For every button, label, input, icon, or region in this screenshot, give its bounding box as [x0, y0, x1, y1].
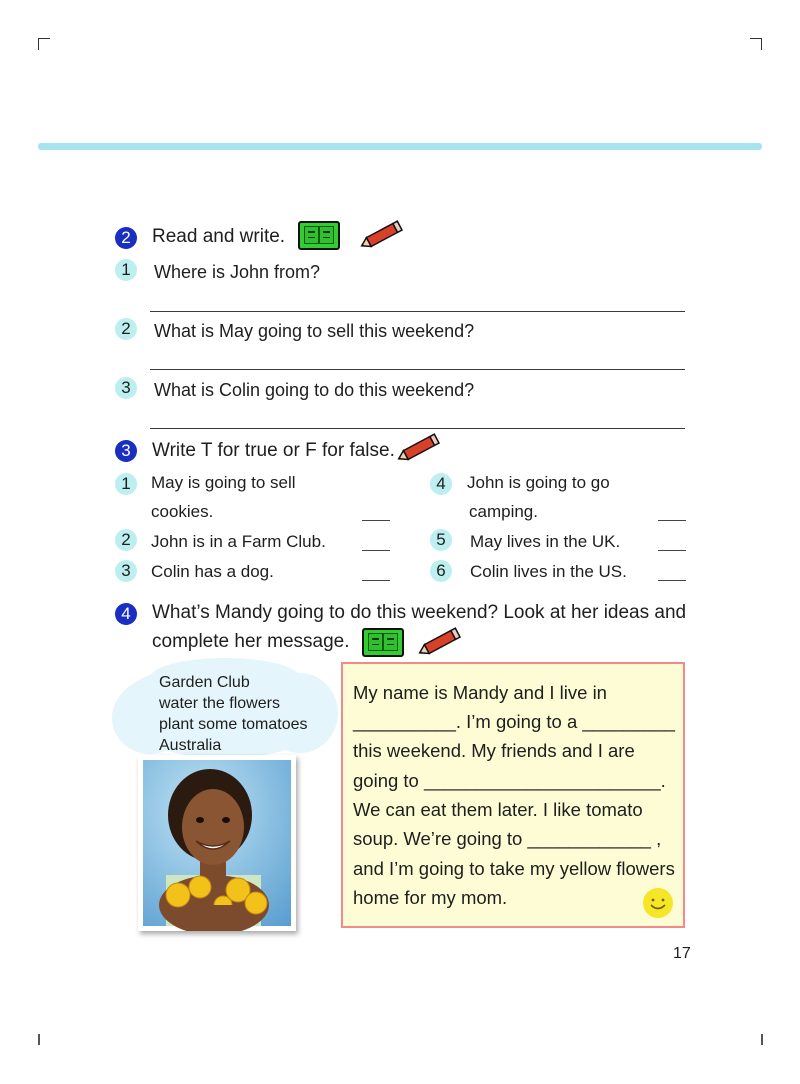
- answer-blank[interactable]: [362, 580, 390, 581]
- statement-text: May lives in the UK.: [470, 532, 621, 551]
- idea-item: Garden Club: [159, 674, 250, 691]
- statement-text: Colin has a dog.: [151, 562, 274, 581]
- item-number: 2: [115, 529, 137, 551]
- section-heading: Read and write.: [152, 226, 286, 247]
- open-book-icon: [298, 221, 340, 250]
- answer-line[interactable]: [150, 428, 685, 429]
- answer-blank[interactable]: [362, 550, 390, 551]
- message-line: home for my mom.: [353, 887, 508, 908]
- item-number: 5: [430, 529, 452, 551]
- answer-line[interactable]: [150, 311, 685, 312]
- answer-blank[interactable]: [658, 580, 686, 581]
- message-line[interactable]: soup. We’re going to ____________ ,: [353, 828, 662, 849]
- idea-list: [159, 672, 308, 756]
- statement-text: John is going to go: [467, 473, 610, 492]
- photo-frame: [138, 755, 296, 931]
- pencil-icon: [395, 433, 443, 463]
- message-line[interactable]: __________. I’m going to a _________: [353, 711, 675, 732]
- question-text: What is Colin going to do this weekend?: [154, 380, 475, 400]
- top-banner-stripe: [38, 143, 762, 150]
- pencil-icon: [358, 220, 406, 250]
- page-number: 17: [673, 945, 691, 962]
- statement-text: camping.: [469, 502, 538, 521]
- item-number: 1: [115, 473, 137, 495]
- smiley-icon: [642, 887, 674, 919]
- idea-item: Australia: [159, 737, 222, 754]
- statement-text: cookies.: [151, 502, 214, 521]
- item-number: 6: [430, 560, 452, 582]
- answer-blank[interactable]: [658, 520, 686, 521]
- question-number: 2: [115, 318, 137, 340]
- question-number: 3: [115, 377, 137, 399]
- message-line: and I’m going to take my yellow flowers: [353, 858, 675, 879]
- statement-text: John is in a Farm Club.: [151, 532, 326, 551]
- section-number: 4: [115, 603, 137, 625]
- statement-text: Colin lives in the US.: [470, 562, 627, 581]
- answer-blank[interactable]: [658, 550, 686, 551]
- message-line: this weekend. My friends and I are: [353, 740, 635, 761]
- mandy-photo: [138, 755, 296, 931]
- section-number: 2: [115, 227, 137, 249]
- answer-line[interactable]: [150, 369, 685, 370]
- message-line: My name is Mandy and I live in: [353, 682, 607, 703]
- item-number: 3: [115, 560, 137, 582]
- section-number: 3: [115, 440, 137, 462]
- question-text: Where is John from?: [154, 262, 321, 282]
- crop-mark-top-left: [38, 38, 50, 50]
- message-line[interactable]: going to _______________________.: [353, 770, 666, 791]
- section-heading: Write T for true or F for false.: [152, 440, 395, 461]
- crop-mark-bottom-left: [38, 1034, 40, 1045]
- idea-item: water the flowers: [159, 695, 280, 712]
- section-heading-continued: complete her message.: [152, 631, 350, 652]
- crop-mark-top-right: [750, 38, 762, 50]
- pencil-icon: [416, 627, 464, 657]
- crop-mark-bottom-right: [761, 1034, 763, 1045]
- open-book-icon: [362, 628, 404, 657]
- item-number: 4: [430, 473, 452, 495]
- answer-blank[interactable]: [362, 520, 390, 521]
- idea-item: plant some tomatoes: [159, 716, 308, 733]
- question-number: 1: [115, 259, 137, 281]
- question-text: What is May going to sell this weekend?: [154, 321, 475, 341]
- message-line: We can eat them later. I like tomato: [353, 799, 643, 820]
- section-heading: What’s Mandy going to do this weekend? Look at her ideas and: [152, 602, 687, 623]
- statement-text: May is going to sell: [151, 473, 296, 492]
- message-box: [341, 662, 685, 928]
